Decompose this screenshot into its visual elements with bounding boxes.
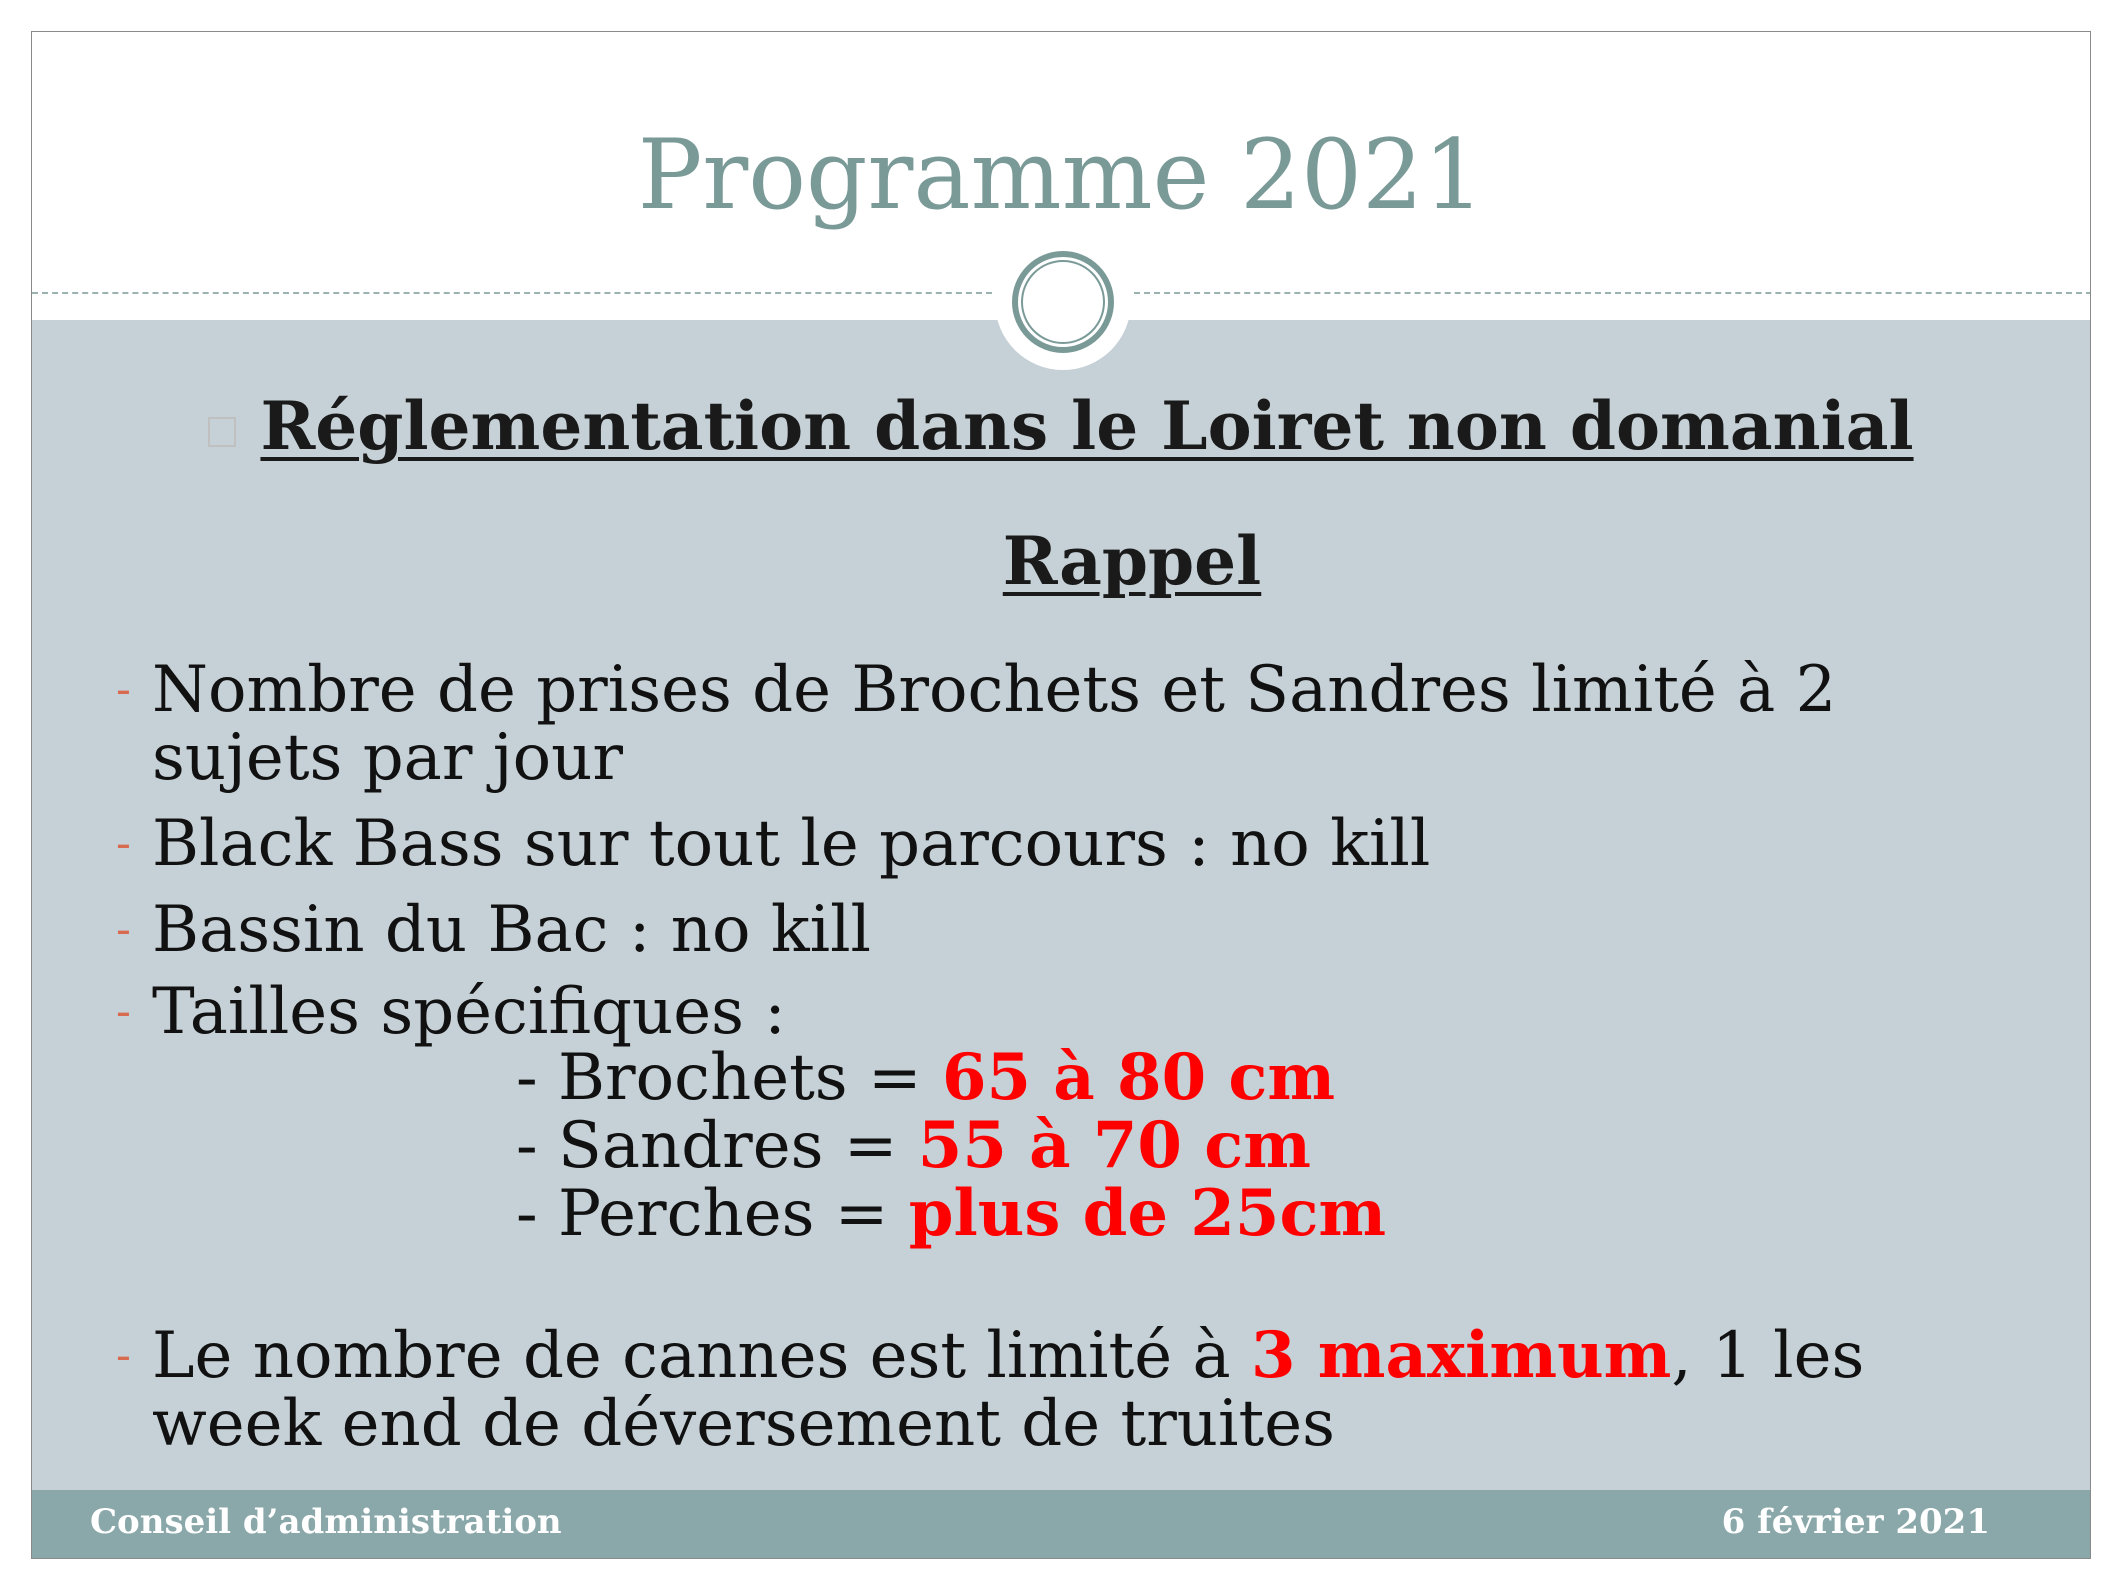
size-label: - Sandres =: [516, 1109, 918, 1183]
cannes-text-before: Le nombre de cannes est limité à: [152, 1319, 1251, 1393]
footer-left: Conseil d’administration: [90, 1502, 562, 1542]
size-row-sandres: [516, 1108, 1386, 1183]
size-row-perches: [516, 1176, 1387, 1251]
footer-date: 6 février 2021: [1721, 1502, 1990, 1542]
size-label: - Brochets =: [516, 1041, 942, 1115]
size-value: plus de 25cm: [908, 1176, 1387, 1251]
list-item-cannes: [116, 1318, 2032, 1461]
list-item: [116, 807, 2032, 881]
list-item: [116, 653, 2032, 795]
checkbox-bullet-icon: [208, 417, 236, 447]
section-heading-text: Réglementation dans le Loiret non domanial: [260, 387, 1914, 465]
slide-footer: [32, 1490, 2091, 1558]
list-item-text: Tailles spécifiques :: [152, 975, 786, 1049]
dash-bullet-icon: -: [116, 818, 131, 869]
slide: [31, 31, 2091, 1559]
size-label: - Perches =: [516, 1177, 909, 1251]
list-item-text: Black Bass sur tout le parcours : no kill: [152, 807, 1431, 881]
list-item-text: Bassin du Bac : no kill: [152, 893, 871, 967]
slide-title: Programme 2021: [637, 119, 1485, 231]
dash-bullet-icon: -: [116, 1330, 131, 1381]
cannes-text-after: , 1 les week end de déversement de truites: [152, 1319, 1865, 1461]
cannes-highlight: 3 maximum: [1250, 1318, 1672, 1393]
size-value: 65 à 80 cm: [941, 1040, 1336, 1115]
size-value: 55 à 70 cm: [917, 1108, 1311, 1183]
section-heading: [32, 387, 2090, 466]
dash-bullet-icon: -: [116, 904, 131, 955]
circle-inner-ring-icon: [1021, 260, 1105, 344]
size-row-brochets: [516, 1040, 1386, 1115]
subheading: Rappel: [1002, 522, 1262, 600]
dash-bullet-icon: -: [116, 986, 131, 1037]
size-list: [516, 1040, 1387, 1251]
dash-bullet-icon: -: [116, 664, 131, 715]
list-item-text: Nombre de prises de Brochets et Sandres limité à 2 sujets par jour: [152, 653, 1837, 795]
list-item: [116, 893, 2032, 967]
divider-left: [32, 292, 992, 294]
divider-right: [1134, 292, 2091, 294]
list-item: [116, 975, 2032, 1049]
